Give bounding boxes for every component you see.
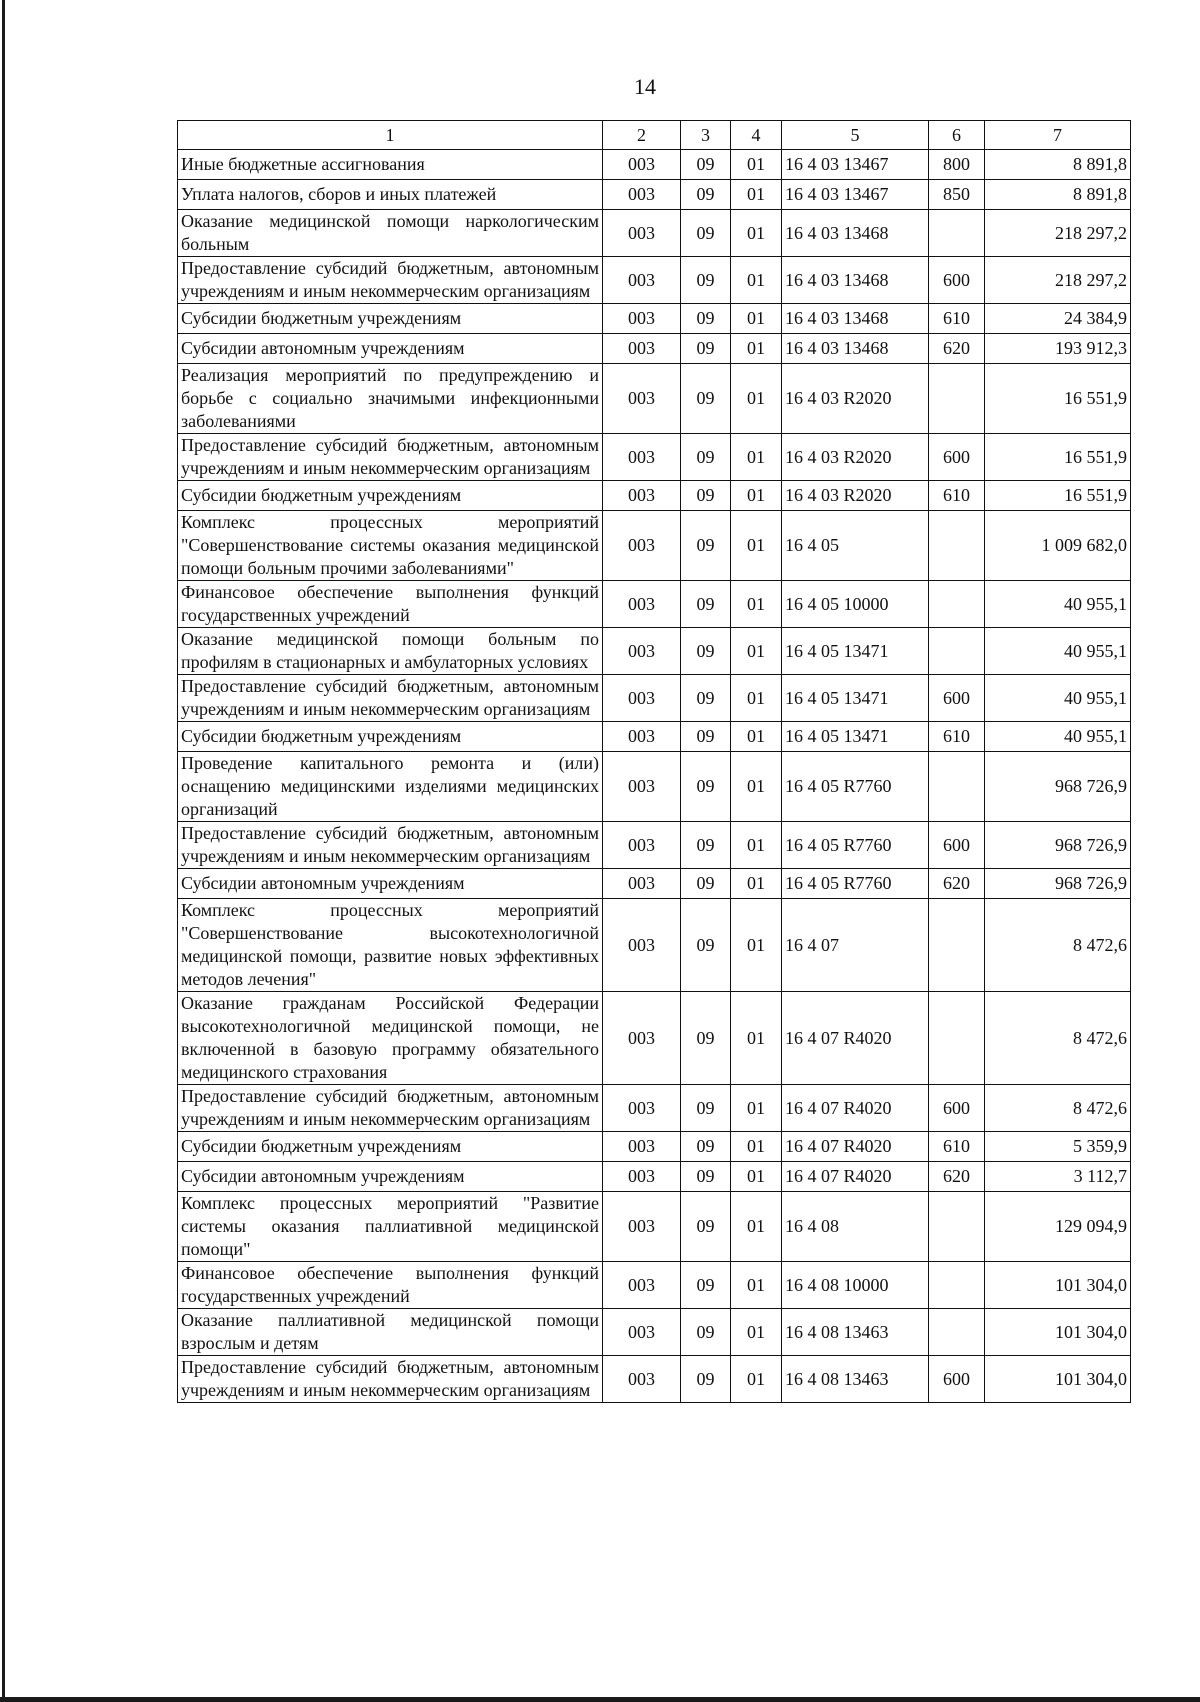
row-expense-type: 600 [929,1085,985,1132]
row-expense-type: 800 [929,150,985,180]
row-subsection-code: 01 [731,304,782,334]
row-ministry-code: 003 [603,581,681,628]
row-expense-type [929,210,985,257]
row-name: Субсидии автономным учреждениям [178,869,603,899]
row-amount: 193 912,3 [985,334,1131,364]
row-name: Проведение капитального ремонта и (или) оснащению медицинскими изделиями медицинских организаций [178,752,603,822]
header-cell: 3 [681,121,731,150]
row-ministry-code: 003 [603,434,681,481]
row-subsection-code: 01 [731,180,782,210]
row-expense-type: 600 [929,434,985,481]
row-target-article: 16 4 03 R2020 [782,481,929,511]
row-target-article: 16 4 08 13463 [782,1309,929,1356]
row-subsection-code: 01 [731,1162,782,1192]
row-name: Предоставление субсидий бюджетным, автономным учреждениям и иным некоммерческим организациям [178,434,603,481]
row-subsection-code: 01 [731,481,782,511]
row-expense-type: 610 [929,304,985,334]
row-expense-type [929,1262,985,1309]
row-subsection-code: 01 [731,628,782,675]
row-subsection-code: 01 [731,1132,782,1162]
table-row [178,1262,1131,1309]
row-section-code: 09 [681,511,731,581]
row-expense-type: 600 [929,1356,985,1403]
row-section-code: 09 [681,364,731,434]
row-name: Предоставление субсидий бюджетным, автономным учреждениям и иным некоммерческим организациям [178,1085,603,1132]
header-cell: 2 [603,121,681,150]
row-ministry-code: 003 [603,722,681,752]
table-row [178,992,1131,1085]
row-subsection-code: 01 [731,257,782,304]
row-name: Субсидии автономным учреждениям [178,334,603,364]
table-row [178,1309,1131,1356]
row-subsection-code: 01 [731,511,782,581]
row-amount: 1 009 682,0 [985,511,1131,581]
row-target-article: 16 4 07 R4020 [782,1132,929,1162]
scan-bottom-border [0,1697,1200,1702]
row-subsection-code: 01 [731,899,782,992]
row-expense-type [929,628,985,675]
row-target-article: 16 4 03 R2020 [782,434,929,481]
row-section-code: 09 [681,752,731,822]
row-subsection-code: 01 [731,581,782,628]
row-target-article: 16 4 07 [782,899,929,992]
row-amount: 101 304,0 [985,1262,1131,1309]
row-name: Оказание гражданам Российской Федерации высокотехнологичной медицинской помощи, не включенной в базовую программу обязательного медицинского страхования [178,992,603,1085]
row-target-article: 16 4 05 [782,511,929,581]
table-row [178,581,1131,628]
row-name: Субсидии бюджетным учреждениям [178,481,603,511]
row-amount: 40 955,1 [985,628,1131,675]
row-ministry-code: 003 [603,481,681,511]
row-name: Предоставление субсидий бюджетным, автономным учреждениям и иным некоммерческим организациям [178,822,603,869]
row-section-code: 09 [681,334,731,364]
row-section-code: 09 [681,822,731,869]
row-section-code: 09 [681,1192,731,1262]
row-target-article: 16 4 05 R7760 [782,822,929,869]
row-amount: 16 551,9 [985,481,1131,511]
header-cell: 5 [782,121,929,150]
row-amount: 24 384,9 [985,304,1131,334]
row-ministry-code: 003 [603,511,681,581]
row-subsection-code: 01 [731,1192,782,1262]
row-subsection-code: 01 [731,1262,782,1309]
row-amount: 40 955,1 [985,581,1131,628]
row-subsection-code: 01 [731,434,782,481]
table-row [178,1192,1131,1262]
row-expense-type [929,511,985,581]
row-expense-type: 620 [929,1162,985,1192]
row-ministry-code: 003 [603,1132,681,1162]
row-expense-type [929,364,985,434]
row-amount: 218 297,2 [985,210,1131,257]
row-subsection-code: 01 [731,822,782,869]
row-amount: 968 726,9 [985,822,1131,869]
row-name: Оказание паллиативной медицинской помощи взрослым и детям [178,1309,603,1356]
row-section-code: 09 [681,1262,731,1309]
row-subsection-code: 01 [731,1085,782,1132]
table-row [178,899,1131,992]
row-name: Комплекс процессных мероприятий "Развитие системы оказания паллиативной медицинской помощи" [178,1192,603,1262]
row-target-article: 16 4 07 R4020 [782,992,929,1085]
row-subsection-code: 01 [731,1309,782,1356]
row-name: Предоставление субсидий бюджетным, автономным учреждениям и иным некоммерческим организациям [178,1356,603,1403]
row-section-code: 09 [681,1356,731,1403]
row-ministry-code: 003 [603,334,681,364]
row-name: Комплекс процессных мероприятий "Совершенствование системы оказания медицинской помощи больным прочими заболеваниями" [178,511,603,581]
row-amount: 968 726,9 [985,869,1131,899]
row-section-code: 09 [681,899,731,992]
table-row [178,722,1131,752]
row-expense-type [929,581,985,628]
row-target-article: 16 4 03 13468 [782,257,929,304]
row-target-article: 16 4 05 10000 [782,581,929,628]
row-ministry-code: 003 [603,752,681,822]
row-expense-type [929,992,985,1085]
row-ministry-code: 003 [603,899,681,992]
row-name: Предоставление субсидий бюджетным, автономным учреждениям и иным некоммерческим организациям [178,675,603,722]
row-name: Субсидии автономным учреждениям [178,1162,603,1192]
row-expense-type: 600 [929,257,985,304]
row-target-article: 16 4 07 R4020 [782,1085,929,1132]
budget-table [177,120,1131,1403]
row-name: Предоставление субсидий бюджетным, автономным учреждениям и иным некоммерческим организациям [178,257,603,304]
row-amount: 8 472,6 [985,1085,1131,1132]
row-name: Иные бюджетные ассигнования [178,150,603,180]
row-amount: 8 891,8 [985,150,1131,180]
row-section-code: 09 [681,257,731,304]
row-target-article: 16 4 05 13471 [782,675,929,722]
table-row [178,752,1131,822]
row-expense-type: 610 [929,722,985,752]
row-ministry-code: 003 [603,1085,681,1132]
row-amount: 5 359,9 [985,1132,1131,1162]
row-expense-type: 620 [929,869,985,899]
row-target-article: 16 4 05 R7760 [782,869,929,899]
row-subsection-code: 01 [731,150,782,180]
row-name: Уплата налогов, сборов и иных платежей [178,180,603,210]
row-ministry-code: 003 [603,210,681,257]
row-section-code: 09 [681,210,731,257]
row-subsection-code: 01 [731,364,782,434]
row-subsection-code: 01 [731,1356,782,1403]
row-expense-type [929,752,985,822]
row-target-article: 16 4 08 10000 [782,1262,929,1309]
table-row [178,334,1131,364]
table-row [178,257,1131,304]
row-ministry-code: 003 [603,869,681,899]
budget-table-body [178,121,1131,1403]
table-row [178,1132,1131,1162]
row-expense-type: 610 [929,481,985,511]
row-ministry-code: 003 [603,1356,681,1403]
row-amount: 968 726,9 [985,752,1131,822]
row-subsection-code: 01 [731,210,782,257]
row-target-article: 16 4 03 13468 [782,210,929,257]
row-target-article: 16 4 03 13467 [782,180,929,210]
row-expense-type: 850 [929,180,985,210]
scan-left-border [2,0,5,1702]
row-target-article: 16 4 08 13463 [782,1356,929,1403]
row-subsection-code: 01 [731,334,782,364]
table-row [178,434,1131,481]
row-name: Комплекс процессных мероприятий "Совершенствование высокотехнологичной медицинской помощи, развитие новых эффективных методов лечения" [178,899,603,992]
row-ministry-code: 003 [603,675,681,722]
table-row [178,511,1131,581]
row-subsection-code: 01 [731,992,782,1085]
row-ministry-code: 003 [603,1162,681,1192]
row-amount: 16 551,9 [985,434,1131,481]
row-expense-type [929,1192,985,1262]
page-number: 14 [634,74,656,99]
row-expense-type: 620 [929,334,985,364]
table-row [178,180,1131,210]
table-row [178,628,1131,675]
row-target-article: 16 4 07 R4020 [782,1162,929,1192]
table-row [178,869,1131,899]
row-ministry-code: 003 [603,992,681,1085]
row-section-code: 09 [681,304,731,334]
row-expense-type: 610 [929,1132,985,1162]
row-target-article: 16 4 05 13471 [782,722,929,752]
row-section-code: 09 [681,1309,731,1356]
row-ministry-code: 003 [603,304,681,334]
row-ministry-code: 003 [603,1262,681,1309]
row-ministry-code: 003 [603,1309,681,1356]
row-amount: 16 551,9 [985,364,1131,434]
header-row [178,121,1131,150]
row-amount: 101 304,0 [985,1309,1131,1356]
header-cell: 1 [178,121,603,150]
row-name: Субсидии бюджетным учреждениям [178,1132,603,1162]
table-row [178,364,1131,434]
table-row [178,1085,1131,1132]
row-amount: 40 955,1 [985,722,1131,752]
row-name: Оказание медицинской помощи наркологическим больным [178,210,603,257]
row-expense-type [929,899,985,992]
row-amount: 8 472,6 [985,899,1131,992]
row-name: Финансовое обеспечение выполнения функций государственных учреждений [178,581,603,628]
row-name: Финансовое обеспечение выполнения функций государственных учреждений [178,1262,603,1309]
row-section-code: 09 [681,481,731,511]
row-name: Реализация мероприятий по предупреждению и борьбе с социально значимыми инфекционными заболеваниями [178,364,603,434]
row-target-article: 16 4 05 13471 [782,628,929,675]
row-amount: 101 304,0 [985,1356,1131,1403]
row-subsection-code: 01 [731,675,782,722]
row-ministry-code: 003 [603,180,681,210]
row-section-code: 09 [681,869,731,899]
row-amount: 129 094,9 [985,1192,1131,1262]
row-section-code: 09 [681,180,731,210]
row-amount: 8 472,6 [985,992,1131,1085]
row-section-code: 09 [681,1132,731,1162]
row-target-article: 16 4 08 [782,1192,929,1262]
row-section-code: 09 [681,150,731,180]
table-row [178,822,1131,869]
row-amount: 8 891,8 [985,180,1131,210]
table-row [178,675,1131,722]
row-target-article: 16 4 05 R7760 [782,752,929,822]
row-ministry-code: 003 [603,822,681,869]
table-row [178,481,1131,511]
row-expense-type [929,1309,985,1356]
row-section-code: 09 [681,628,731,675]
row-subsection-code: 01 [731,722,782,752]
row-section-code: 09 [681,434,731,481]
row-subsection-code: 01 [731,869,782,899]
row-target-article: 16 4 03 13468 [782,334,929,364]
table-row [178,304,1131,334]
row-target-article: 16 4 03 R2020 [782,364,929,434]
row-amount: 40 955,1 [985,675,1131,722]
header-cell: 7 [985,121,1131,150]
row-name: Оказание медицинской помощи больным по профилям в стационарных и амбулаторных условиях [178,628,603,675]
table-row [178,1356,1131,1403]
row-ministry-code: 003 [603,364,681,434]
row-section-code: 09 [681,1085,731,1132]
row-ministry-code: 003 [603,257,681,304]
row-section-code: 09 [681,675,731,722]
row-amount: 3 112,7 [985,1162,1131,1192]
row-expense-type: 600 [929,675,985,722]
table-row [178,210,1131,257]
row-name: Субсидии бюджетным учреждениям [178,722,603,752]
row-section-code: 09 [681,1162,731,1192]
row-amount: 218 297,2 [985,257,1131,304]
table-row [178,1162,1131,1192]
row-subsection-code: 01 [731,752,782,822]
row-ministry-code: 003 [603,628,681,675]
row-section-code: 09 [681,992,731,1085]
row-name: Субсидии бюджетным учреждениям [178,304,603,334]
row-expense-type: 600 [929,822,985,869]
row-ministry-code: 003 [603,1192,681,1262]
row-section-code: 09 [681,722,731,752]
table-row [178,150,1131,180]
header-cell: 6 [929,121,985,150]
row-section-code: 09 [681,581,731,628]
row-ministry-code: 003 [603,150,681,180]
row-target-article: 16 4 03 13468 [782,304,929,334]
header-cell: 4 [731,121,782,150]
row-target-article: 16 4 03 13467 [782,150,929,180]
